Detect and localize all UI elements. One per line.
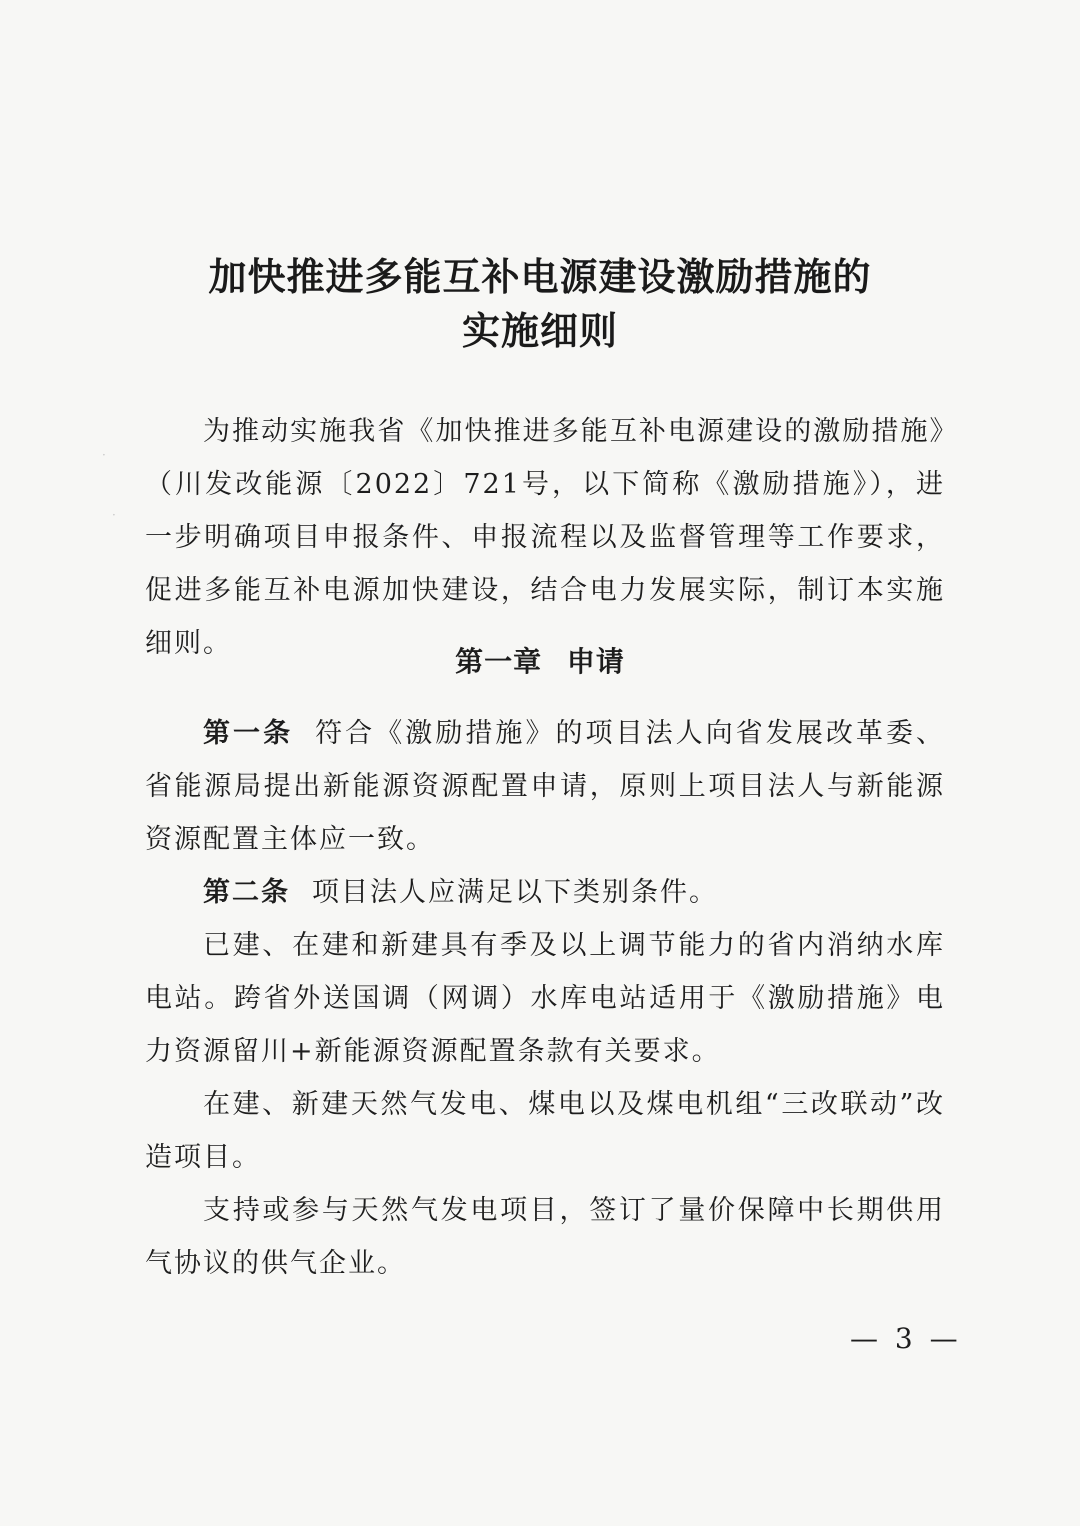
chapter-heading: 第一章 申请 <box>455 645 625 678</box>
condition-3: 支持或参与天然气发电项目，签订了量价保障中长期供用气协议的供气企业。 <box>145 1195 945 1279</box>
condition-2: 在建、新建天然气发电、煤电以及煤电机组“三改联动”改造项目。 <box>145 1089 945 1173</box>
document-title-line-2: 实施细则 <box>461 308 618 353</box>
condition-1: 已建、在建和新建具有季及以上调节能力的省内消纳水库电站。跨省外送国调（网调）水库电站适用于《激励措施》电力资源留川+新能源资源配置条款有关要求。 <box>145 930 945 1067</box>
scan-mark: · <box>112 508 116 522</box>
article-2-label: 第二条 <box>203 877 290 908</box>
page-number: — 3 — <box>850 1322 962 1355</box>
article-1-text: 符合《激励措施》的项目法人向省发展改革委、省能源局提出新能源资源配置申请，原则上项目法人与新能源资源配置主体应一致。 <box>145 718 946 855</box>
intro-paragraph: 为推动实施我省《加快推进多能互补电源建设的激励措施》（川发改能源〔2022〕721号，以下简称《激励措施》），进一步明确项目申报条件、申报流程以及监督管理等工作要求，促进多能互补电源加快建设，结合电力发展实际，制订本实施细则。 <box>145 416 945 659</box>
article-1-label: 第一条 <box>203 718 294 749</box>
article-2-text: 项目法人应满足以下类别条件。 <box>312 877 718 908</box>
article-1 <box>145 707 945 866</box>
article-2 <box>145 866 945 919</box>
document-title-line-1: 加快推进多能互补电源建设激励措施的 <box>208 254 872 299</box>
scan-mark: · <box>102 448 106 462</box>
